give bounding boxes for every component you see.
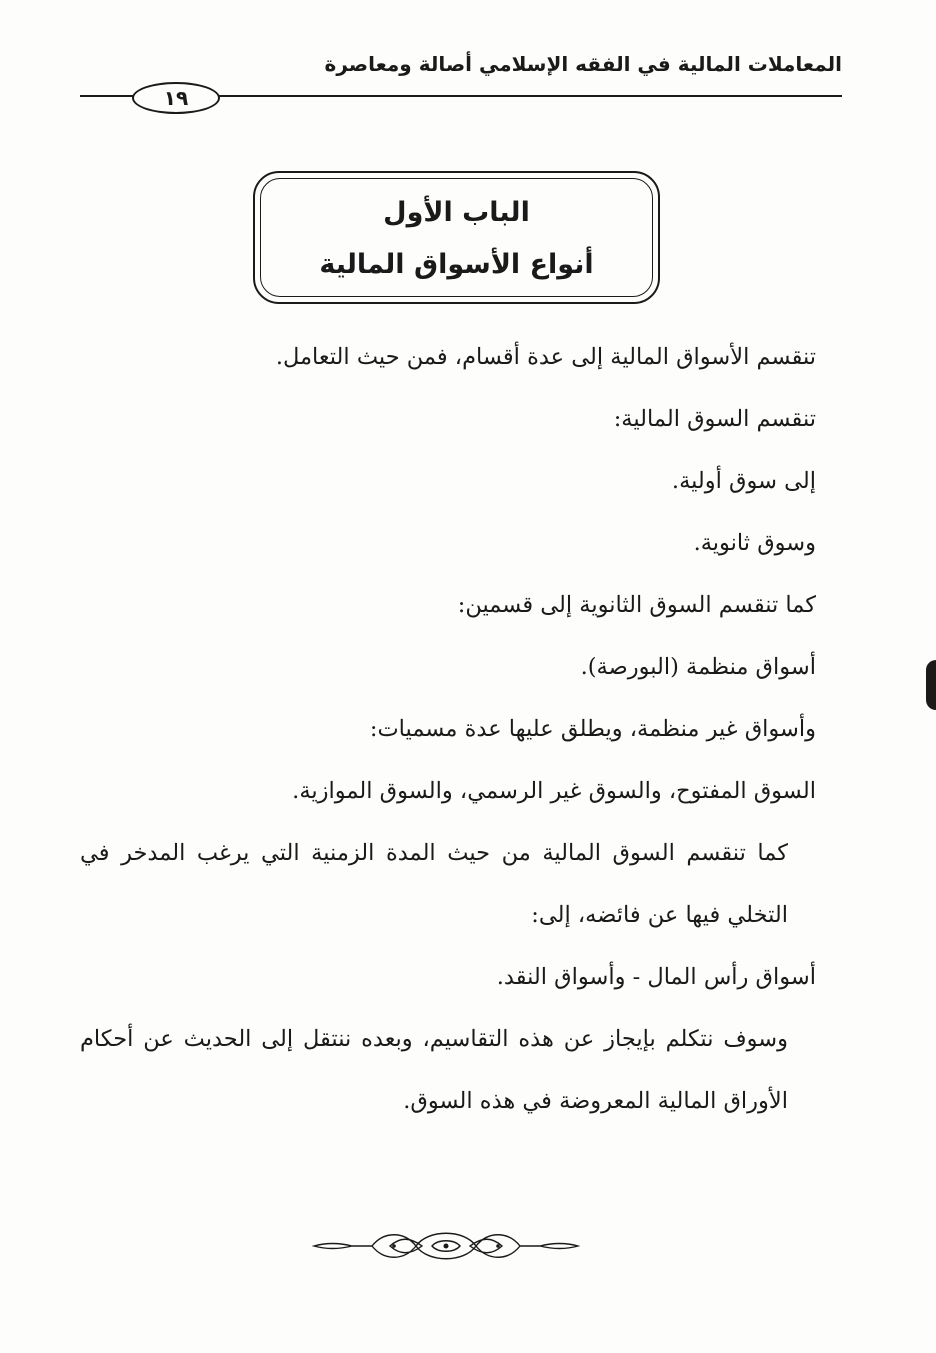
thumb-tab-icon bbox=[926, 660, 936, 710]
paragraph: السوق المفتوح، والسوق غير الرسمي، والسوق الموازية. bbox=[292, 778, 816, 804]
chapter-label: الباب الأول bbox=[383, 197, 530, 228]
paragraph: تنقسم الأسواق المالية إلى عدة أقسام، فمن حيث التعامل. bbox=[275, 344, 816, 370]
paragraph: تنقسم السوق المالية: bbox=[613, 406, 816, 432]
decorative-divider-icon bbox=[312, 1225, 580, 1267]
body-text bbox=[80, 326, 816, 1132]
paragraph: إلى سوق أولية. bbox=[671, 468, 816, 494]
chapter-box bbox=[253, 171, 660, 304]
paragraph: وسوق ثانوية. bbox=[693, 530, 816, 556]
page-number: ١٩ bbox=[132, 82, 220, 114]
paragraph: وسوف نتكلم بإيجاز عن هذه التقاسيم، وبعده ننتقل إلى الحديث عن أحكام الأوراق المالية المعروضة في هذه السوق. bbox=[80, 1026, 788, 1114]
running-header: المعاملات المالية في الفقه الإسلامي أصالة ومعاصرة bbox=[324, 52, 842, 76]
chapter-title: أنواع الأسواق المالية bbox=[319, 249, 594, 280]
paragraph: أسواق منظمة (البورصة). bbox=[580, 654, 816, 680]
chapter-box-inner bbox=[260, 178, 653, 297]
paragraph: كما تنقسم السوق المالية من حيث المدة الزمنية التي يرغب المدخر في التخلي فيها عن فائضه، إلى: bbox=[80, 840, 788, 928]
paragraph: أسواق رأس المال - وأسواق النقد. bbox=[496, 964, 816, 990]
paragraph: كما تنقسم السوق الثانوية إلى قسمين: bbox=[457, 592, 816, 618]
paragraph: وأسواق غير منظمة، ويطلق عليها عدة مسميات: bbox=[369, 716, 816, 742]
